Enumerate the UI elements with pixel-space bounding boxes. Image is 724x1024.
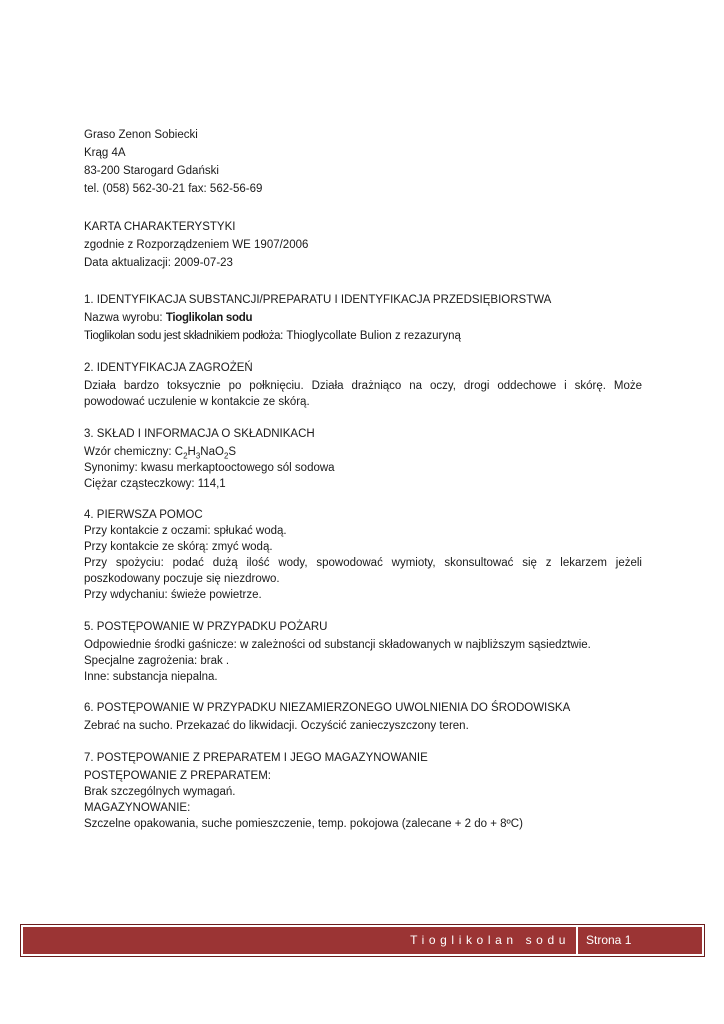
hazard-text-line: Działa bardzo toksycznie po połknięciu. Działa drażniąco na oczy, drogi oddechowe i skórę. Może — [84, 380, 642, 392]
formula-part: C — [174, 446, 184, 458]
formula-subscript: 2 — [183, 451, 188, 461]
footer-title: Tioglikolan sodu — [410, 933, 570, 947]
update-date: Data aktualizacji: 2009-07-23 — [84, 257, 233, 269]
hazard-text — [84, 378, 642, 410]
regulation-line: zgodnie z Rozporządzeniem WE 1907/2006 — [84, 239, 309, 251]
component-medium: : Thioglycollate Bulion z rezazuryną — [280, 330, 461, 342]
company-city: 83-200 Starogard Gdański — [84, 165, 219, 177]
company-street: Krąg 4A — [84, 147, 126, 159]
section-heading: 1. IDENTYFIKACJA SUBSTANCJI/PREPARATU I IDENTYFIKACJA PRZEDSIĘBIORSTWA — [84, 294, 552, 306]
formula-subscript: 2 — [223, 451, 229, 461]
section-heading: 2. IDENTYFIKACJA ZAGROŻEŃ — [84, 362, 253, 374]
page-number: Strona 1 — [586, 933, 632, 947]
formula-part: S — [228, 446, 237, 458]
handling-text: Brak szczególnych wymagań. — [84, 786, 236, 798]
footer-divider — [576, 927, 578, 954]
product-name-value: Tioglikolan sodu — [165, 312, 253, 324]
product-name-label: Nazwa wyrobu: — [84, 312, 166, 324]
section-heading: 3. SKŁAD I INFORMACJA O SKŁADNIKACH — [84, 428, 315, 440]
first-aid-swallow — [84, 555, 642, 587]
other-info: Inne: substancja niepalna. — [84, 671, 218, 683]
first-aid-swallow-line: poszkodowany poczuje się niezdrowo. — [84, 573, 280, 585]
section-heading: 6. POSTĘPOWANIE W PRZYPADKU NIEZAMIERZONEGO UWOLNIENIA DO ŚRODOWISKA — [84, 702, 571, 714]
first-aid-skin: Przy kontakcie ze skórą: zmyć wodą. — [84, 541, 273, 553]
component-line — [84, 328, 461, 344]
section-heading: 4. PIERWSZA POMOC — [84, 509, 203, 521]
section-heading: 5. POSTĘPOWANIE W PRZYPADKU POŻARU — [84, 621, 328, 633]
product-name-line — [84, 310, 252, 326]
handling-heading: POSTĘPOWANIE Z PREPARATEM: — [84, 770, 272, 782]
company-phone: tel. (058) 562-30-21 fax: 562-56-69 — [84, 183, 263, 195]
first-aid-eyes: Przy kontakcie z oczami: spłukać wodą. — [84, 525, 287, 537]
storage-text: Szczelne opakowania, suche pomieszczenie, temp. pokojowa (zalecane + 2 do + 8ºC) — [84, 818, 523, 830]
formula-label: Wzór chemiczny: — [84, 446, 175, 458]
storage-heading: MAGAZYNOWANIE: — [84, 802, 191, 814]
first-aid-swallow-line: Przy spożyciu: podać dużą ilość wody, spowodować wymioty, skonsultować się z lekarzem jeżeli — [84, 557, 642, 569]
formula-part: H — [187, 446, 196, 458]
section-heading: 7. POSTĘPOWANIE Z PREPARATEM I JEGO MAGAZYNOWANIE — [84, 752, 428, 764]
molecular-weight: Ciężar cząsteczkowy: 114,1 — [84, 478, 226, 490]
special-hazards: Specjalne zagrożenia: brak . — [84, 655, 230, 667]
first-aid-inhale: Przy wdychaniu: świeże powietrze. — [84, 589, 262, 601]
hazard-text-line: powodować uczulenie w kontakcie ze skórą. — [84, 396, 310, 408]
formula-part: NaO — [200, 446, 224, 458]
component-text: Tioglikolan sodu jest składnikiem podłoża — [84, 330, 281, 342]
document-title: KARTA CHARAKTERYSTYKI — [84, 221, 236, 233]
synonyms-line: Synonimy: kwasu merkaptooctowego sól sodowa — [84, 462, 335, 474]
extinguishing-agents: Odpowiednie środki gaśnicze: w zależności od substancji składowanych w najbliższym sąsiedztwie. — [84, 639, 591, 651]
formula-subscript: 3 — [195, 451, 201, 461]
release-measures: Zebrać na sucho. Przekazać do likwidacji. Oczyścić zanieczyszczony teren. — [84, 720, 469, 732]
company-name: Graso Zenon Sobiecki — [84, 129, 198, 141]
